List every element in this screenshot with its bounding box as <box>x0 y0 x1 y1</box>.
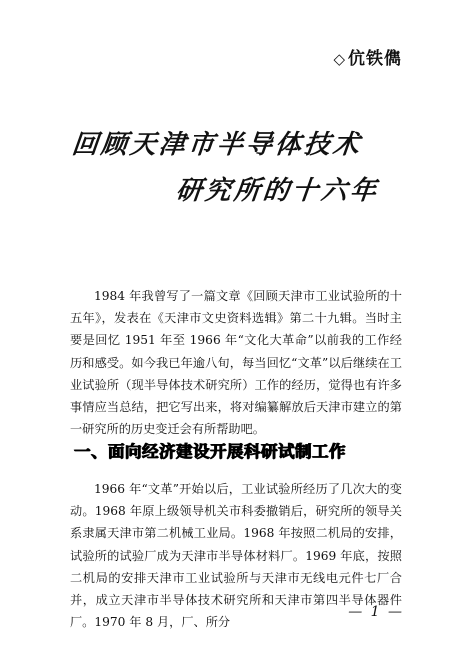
author-line <box>333 44 402 69</box>
intro-paragraph <box>70 285 402 440</box>
article-title-line-1: 回顾天津市半导体技术 <box>70 130 364 160</box>
intro-paragraph-text: 1984 年我曾写了一篇文章《回顾天津市工业试验所的十五年》，发表在《天津市文史资料选辑》第二十九辑。当时主要是回忆 1951 年至 1966 年“文化大革命”以前我的工作经历和感受。如今我已年逾八旬，每当回忆“文革”以后继续在工业试验所（现半导体技术研究所）工作的经历，觉得也有许多事情应当总结，把它写出来，将对编纂解放后天津市建立的第一研究所的历史变迁会有所帮助吧。 <box>70 289 402 437</box>
page-number: — 1 — <box>348 604 404 620</box>
diamond-icon: ◇ <box>333 50 346 68</box>
section-heading: 一、面向经济建设开展科研试制工作 <box>74 442 346 461</box>
article-title-line-2: 研究所的十六年 <box>174 176 381 206</box>
author-name: 伉铁儁 <box>348 49 402 69</box>
body-paragraph-text: 1966 年“文革”开始以后，工业试验所经历了几次大的变动。1968 年原上级领导机关市科委撤销后，研究所的领导关系隶属天津市第二机械工业局。1968 年按照二机局的安排，试验所的试验厂成为天津市半导体材料厂。1969 年底，按照二机局的安排天津市工业试验所与天津市无线电元件七厂合并，成立天津市半导体技术研究所和天津市第四半导体器件厂。1970 年 8 月，厂、所分 <box>70 482 402 630</box>
